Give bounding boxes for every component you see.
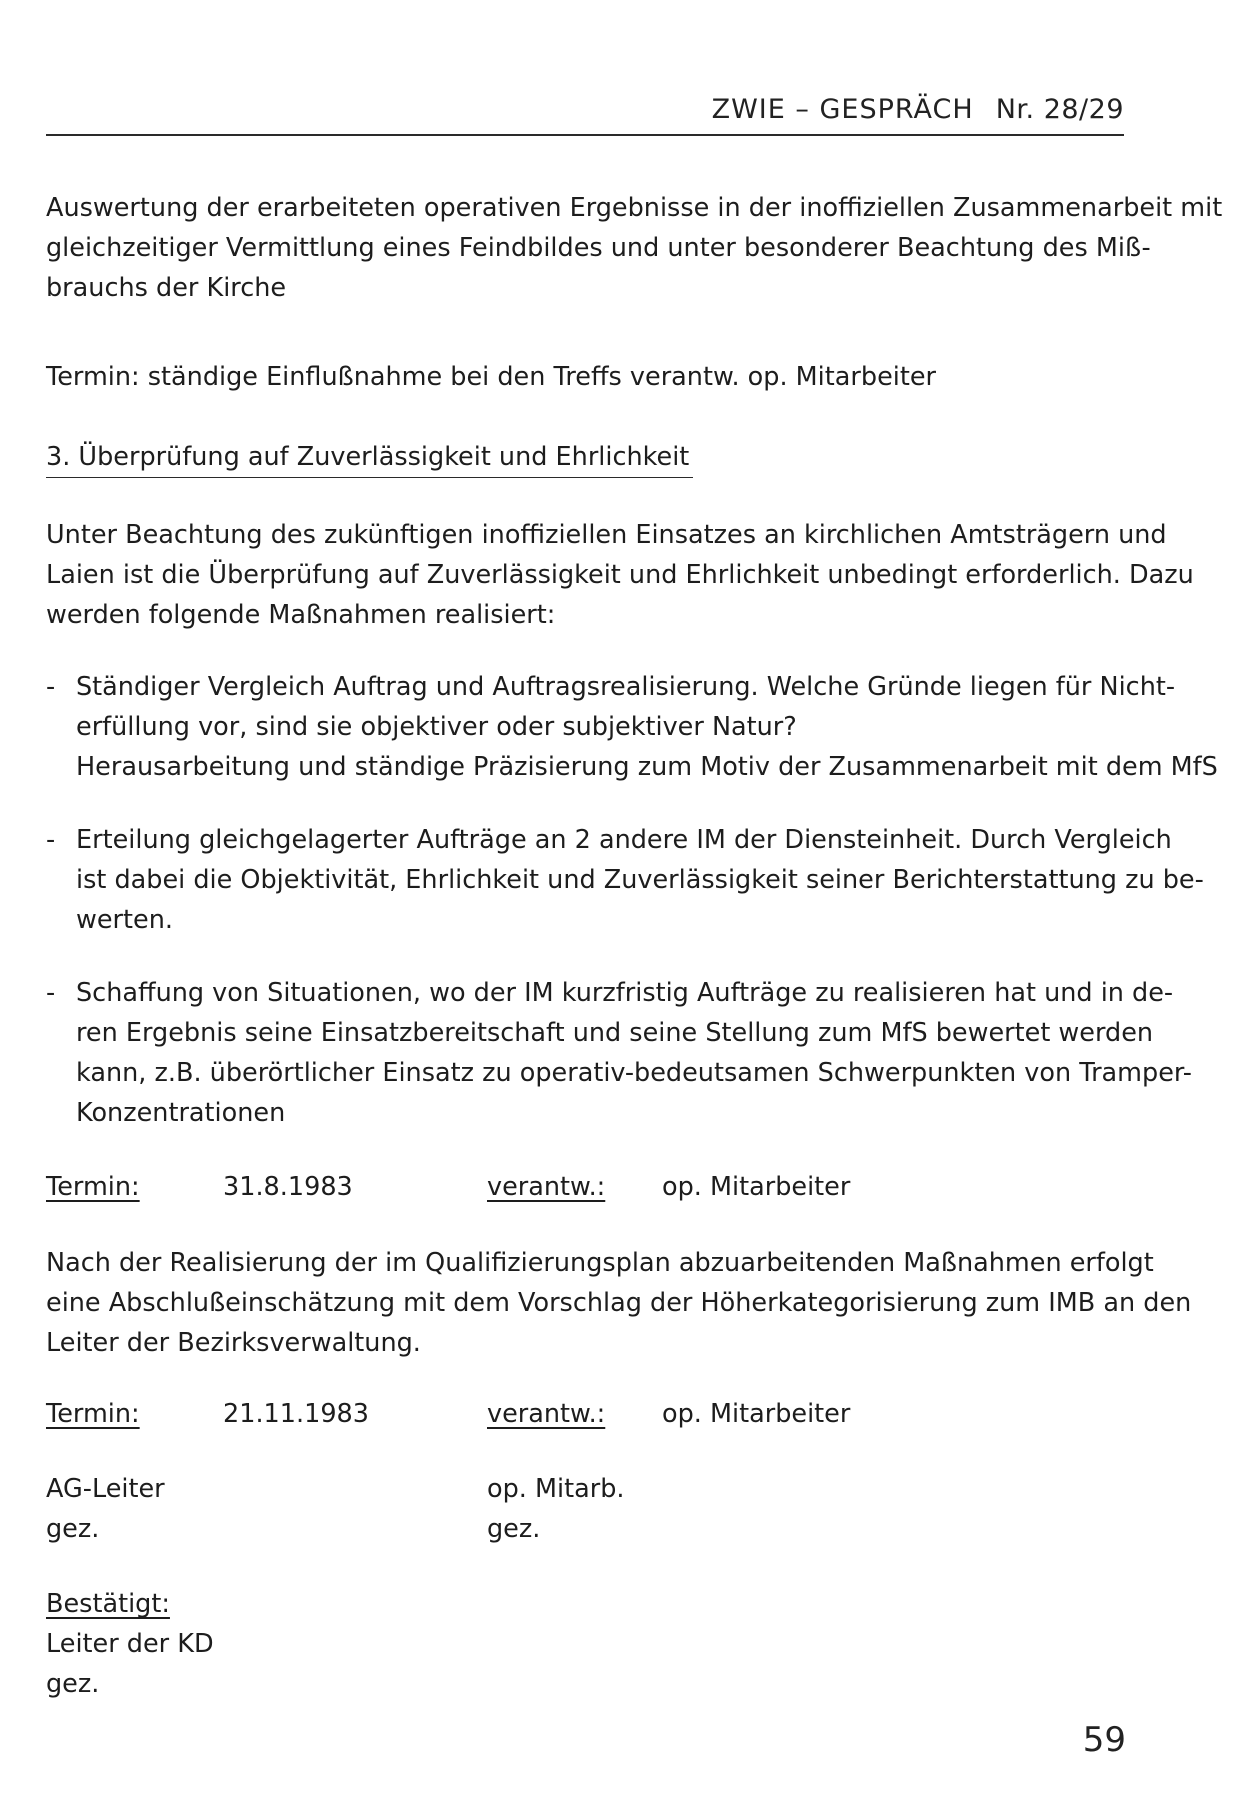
termin-line: Termin: ständige Einflußnahme bei den Treffs verantw. op. Mitarbeiter (46, 362, 937, 392)
list-item-line: Ständiger Vergleich Auftrag und Auftragsrealisierung. Welche Gründe liegen für Nicht- (76, 672, 1176, 702)
list-item (46, 667, 1218, 787)
signature-signed: gez. (46, 1514, 100, 1544)
deadline-responsible: op. Mitarbeiter (662, 1172, 851, 1202)
closing-paragraph (46, 1243, 1192, 1363)
final-verantw-label: verantw.: (487, 1399, 606, 1429)
issue-number: Nr. 28/29 (995, 94, 1124, 125)
deadline-date: 31.8.1983 (223, 1172, 353, 1202)
confirmation-label: Bestätigt: (46, 1589, 170, 1619)
journal-title: ZWIE – GESPRÄCH (711, 94, 974, 125)
list-item-line: ist dabei die Objektivität, Ehrlichkeit und Zuverlässigkeit seiner Berichterstattung zu be- (76, 865, 1204, 895)
paragraph-line: Unter Beachtung des zukünftigen inoffiziellen Einsatzes an kirchlichen Amtsträgern und (46, 520, 1167, 550)
list-item-line: Schaffung von Situationen, wo der IM kurzfristig Aufträge zu realisieren hat und in de- (76, 978, 1174, 1008)
section-heading: 3. Überprüfung auf Zuverlässigkeit und Ehrlichkeit (46, 437, 693, 478)
final-date: 21.11.1983 (223, 1399, 370, 1429)
paragraph-line: eine Abschlußeinschätzung mit dem Vorschlag der Höherkategorisierung zum IMB an den (46, 1288, 1192, 1318)
bullet-dash: - (46, 825, 56, 855)
list-item-line: Erteilung gleichgelagerter Aufträge an 2 andere IM der Diensteinheit. Durch Vergleich (76, 825, 1172, 855)
list-item-line: Konzentrationen (76, 1098, 286, 1128)
bullet-dash: - (46, 978, 56, 1008)
paragraph-line: werden folgende Maßnahmen realisiert: (46, 600, 556, 630)
list-item-line: erfüllung vor, sind sie objektiver oder subjektiver Natur? (76, 712, 797, 742)
deadline-verantw-label: verantw.: (487, 1172, 606, 1202)
paragraph-line: gleichzeitiger Vermittlung eines Feindbildes und unter besonderer Beachtung des Miß- (46, 233, 1151, 263)
signature-signed: gez. (487, 1514, 541, 1544)
signature-role: op. Mitarb. (487, 1474, 625, 1504)
signature-left (46, 1469, 165, 1549)
list-item (46, 820, 1204, 940)
confirmation-role: Leiter der KD (46, 1629, 214, 1659)
page-number: 59 (1082, 1720, 1126, 1760)
signature-role: AG-Leiter (46, 1474, 165, 1504)
signature-right (487, 1469, 625, 1549)
list-item-line: werten. (76, 905, 173, 935)
final-termin-label: Termin: (46, 1399, 140, 1429)
list-item-line: ren Ergebnis seine Einsatzbereitschaft und seine Stellung zum MfS bewertet werden (76, 1018, 1154, 1048)
deadline-termin-label: Termin: (46, 1172, 140, 1202)
paragraph-line: Auswertung der erarbeiteten operativen Ergebnisse in der inoffiziellen Zusammenarbeit mit (46, 193, 1223, 223)
final-responsible: op. Mitarbeiter (662, 1399, 851, 1429)
bullet-dash: - (46, 672, 56, 702)
list-item-line: kann, z.B. überörtlicher Einsatz zu operativ-bedeutsamen Schwerpunkten von Tramper- (76, 1058, 1192, 1088)
intro-paragraph (46, 188, 1223, 308)
header-title (712, 94, 1124, 125)
confirmation-signed: gez. (46, 1669, 100, 1699)
paragraph-line: Nach der Realisierung der im Qualifizierungsplan abzuarbeitenden Maßnahmen erfolgt (46, 1248, 1154, 1278)
list-item (46, 973, 1192, 1133)
paragraph-line: Leiter der Bezirksverwaltung. (46, 1328, 421, 1358)
confirmation-block (46, 1584, 214, 1704)
list-item-line: Herausarbeitung und ständige Präzisierung zum Motiv der Zusammenarbeit mit dem MfS (76, 752, 1218, 782)
paragraph-line: Laien ist die Überprüfung auf Zuverlässigkeit und Ehrlichkeit unbedingt erforderlich. Dazu (46, 560, 1194, 590)
section-paragraph (46, 515, 1194, 635)
paragraph-line: brauchs der Kirche (46, 273, 287, 303)
page-header (46, 86, 1124, 136)
